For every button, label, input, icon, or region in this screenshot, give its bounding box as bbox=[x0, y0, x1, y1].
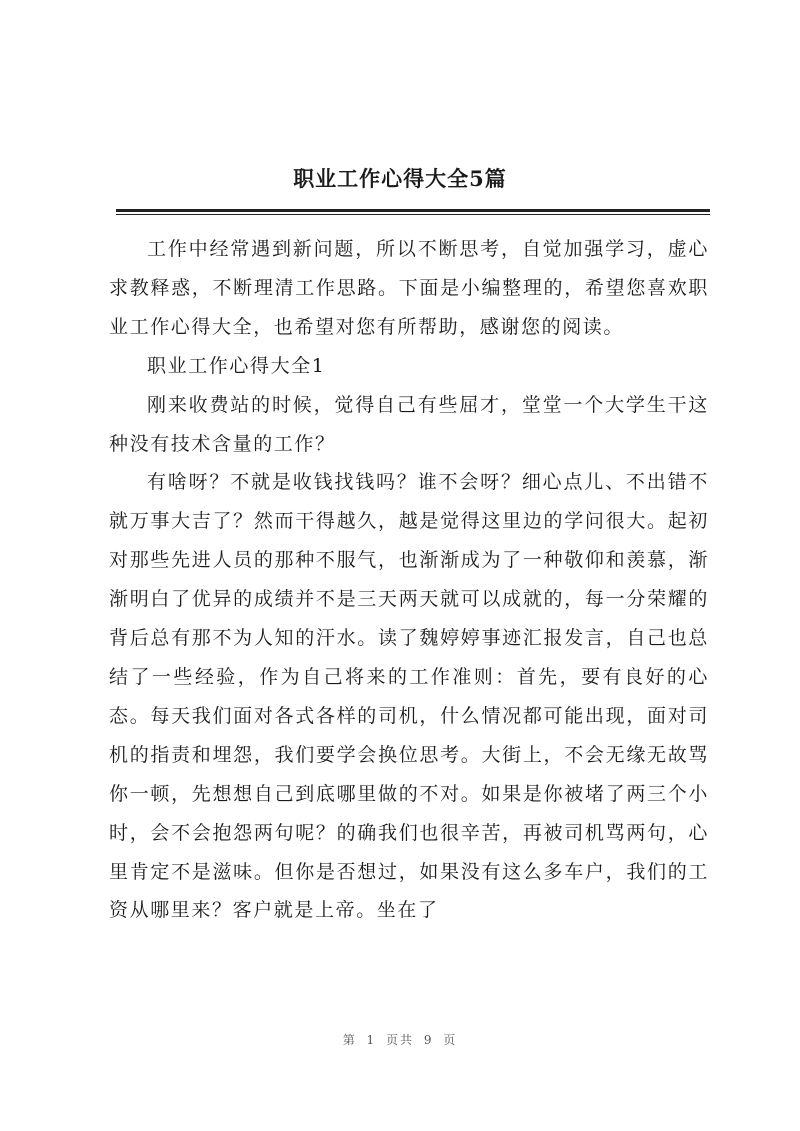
body-paragraph: 刚来收费站的时候，觉得自己有些屈才，堂堂一个大学生干这种没有技术含量的工作？ bbox=[109, 393, 709, 455]
page-title: 职业工作心得大全5篇 bbox=[293, 166, 507, 191]
body-paragraph: 有啥呀？不就是收钱找钱吗？谁不会呀？细心点儿、不出错不就万事大吉了？然而干得越久，越是觉得这里边的学问很大。起初对那些先进人员的那种不服气，也渐渐成为了一种敬仰和羡慕，渐渐明白了优异的成绩并不是三天两天就可以成就的，每一分荣耀的背后总有那不为人知的汗水。读了魏婷婷事迹汇报发言，自己也总结了一些经验，作为自己将来的工作准则：首先，要有良好的心态。每天我们面对各式各样的司机，什么情况都可能出现，面对司机的指责和埋怨，我们要学会换位思考。大街上，不会无缘无故骂你一顿，先想想自己到底哪里做的不对。如果是你被堵了两三个小时，会不会抱怨两句呢？的确我们也很辛苦，再被司机骂两句，心里肯定不是滋味。但你是否想过，如果没有这么多车户，我们的工资从哪里来？客户就是上帝。坐在了 bbox=[109, 471, 709, 922]
document-body bbox=[109, 230, 709, 930]
section-heading: 职业工作心得大全1 bbox=[147, 354, 326, 377]
title-divider-thin bbox=[116, 214, 710, 215]
page-footer: 第 1 页共 9 页 bbox=[342, 1033, 458, 1047]
title-divider bbox=[116, 209, 710, 212]
intro-paragraph: 工作中经常遇到新问题，所以不断思考，自觉加强学习，虚心求教释惑，不断理清工作思路。下面是小编整理的，希望您喜欢职业工作心得大全，也希望对您有所帮助，感谢您的阅读。 bbox=[109, 238, 709, 338]
